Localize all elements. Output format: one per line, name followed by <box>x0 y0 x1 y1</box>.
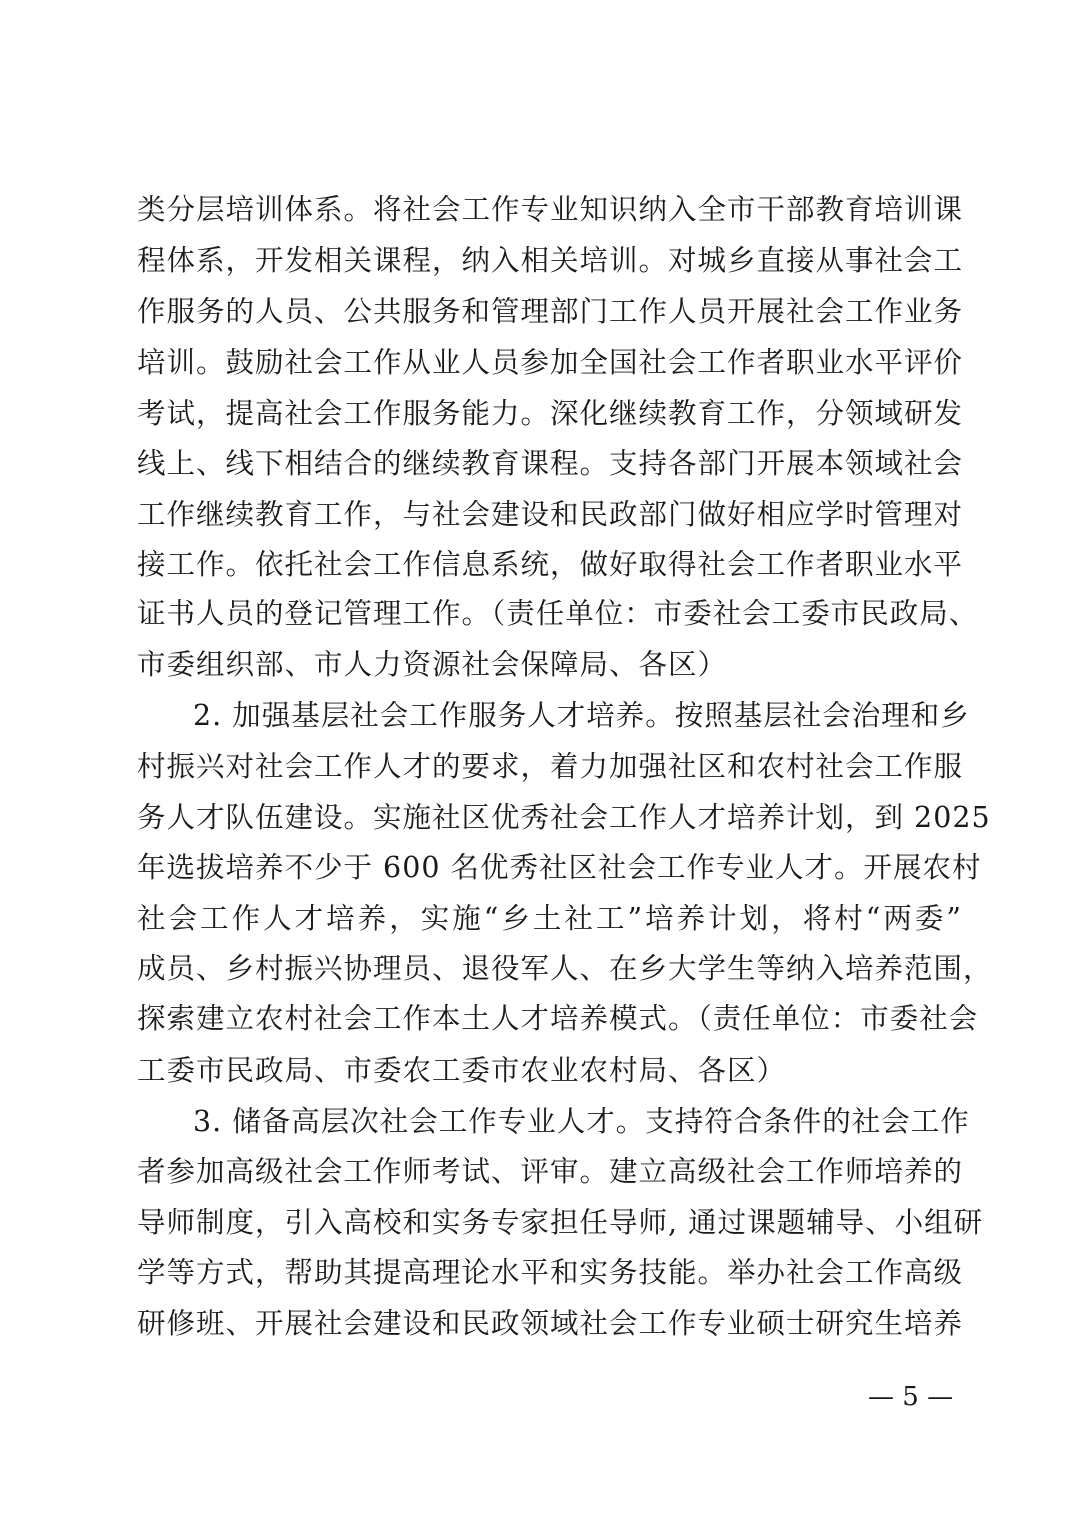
text-line-2: 程体系，开发相关课程，纳入相关培训。对城乡直接从事社会工 <box>137 244 964 277</box>
text-line-7: 工作继续教育工作，与社会建设和民政部门做好相应学时管理对 <box>137 498 964 531</box>
text-line-8: 接工作。依托社会工作信息系统，做好取得社会工作者职业水平 <box>137 548 964 581</box>
text-line-19: 3. 储备高层次社会工作专业人才。支持符合条件的社会工作 <box>193 1105 970 1138</box>
text-line-14: 年选拔培养不少于 600 名优秀社区社会工作专业人才。开展农村 <box>137 851 982 884</box>
text-line-10: 市委组织部、市人力资源社会保障局、各区） <box>137 648 728 681</box>
text-line-1: 类分层培训体系。将社会工作专业知识纳入全市干部教育培训课 <box>137 193 964 226</box>
text-line-22: 学等方式，帮助其提高理论水平和实务技能。举办社会工作高级 <box>137 1256 964 1289</box>
text-line-20: 者参加高级社会工作师考试、评审。建立高级社会工作师培养的 <box>137 1155 964 1188</box>
text-line-23: 研修班、开展社会建设和民政领域社会工作专业硕士研究生培养 <box>137 1307 964 1340</box>
text-line-17: 探索建立农村社会工作本土人才培养模式。（责任单位：市委社会 <box>137 1002 979 1035</box>
text-line-5: 考试，提高社会工作服务能力。深化继续教育工作，分领域研发 <box>137 397 964 430</box>
text-line-21: 导师制度，引入高校和实务专家担任导师, 通过课题辅导、小组研 <box>137 1206 984 1239</box>
text-line-15: 社会工作人才培养，实施“乡土社工”培养计划，将村“两委” <box>137 902 962 935</box>
text-line-11: 2. 加强基层社会工作服务人才培养。按照基层社会治理和乡 <box>193 699 970 732</box>
text-line-4: 培训。鼓励社会工作从业人员参加全国社会工作者职业水平评价 <box>137 346 964 379</box>
text-line-13: 务人才队伍建设。实施社区优秀社会工作人才培养计划，到 2025 <box>137 801 991 834</box>
text-line-16: 成员、乡村振兴协理员、退役军人、在乡大学生等纳入培养范围， <box>137 952 993 985</box>
text-line-6: 线上、线下相结合的继续教育课程。支持各部门开展本领域社会 <box>137 447 964 480</box>
text-line-3: 作服务的人员、公共服务和管理部门工作人员开展社会工作业务 <box>137 295 964 328</box>
page-number: — 5 — <box>868 1382 954 1412</box>
text-line-18: 工委市民政局、市委农工委市农业农村局、各区） <box>137 1054 787 1087</box>
text-line-9: 证书人员的登记管理工作。（责任单位：市委社会工委市民政局、 <box>137 597 979 630</box>
text-line-12: 村振兴对社会工作人才的要求，着力加强社区和农村社会工作服 <box>137 750 964 783</box>
